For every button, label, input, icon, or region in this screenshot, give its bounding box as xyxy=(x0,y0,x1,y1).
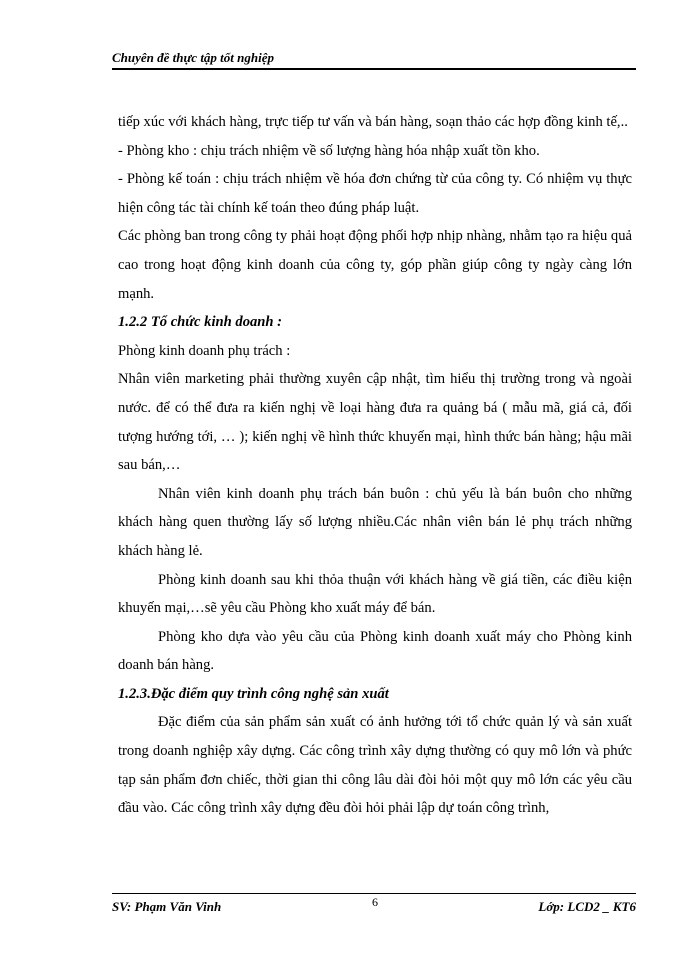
paragraph: Các phòng ban trong công ty phải hoạt động phối hợp nhịp nhàng, nhằm tạo ra hiệu quả cao trong hoạt động kinh doanh của công ty, góp phần giúp công ty ngày càng lớn mạnh. xyxy=(118,228,632,302)
paragraph: Phòng kinh doanh sau khi thỏa thuận với khách hàng về giá tiền, các điều kiện khuyến mại,…sẽ yêu cầu Phòng kho xuất máy để bán. xyxy=(118,571,632,617)
paragraph: Nhân viên marketing phải thường xuyên cập nhật, tìm hiểu thị trường trong và ngoài nước. để có thể đưa ra kiến nghị về loại hàng đưa ra quảng bá ( mẫu mã, giá cả, đối tượng hướng tới, … ); kiến nghị về hình thức khuyến mại, hình thức bán hàng; hậu mãi sau bán,… xyxy=(118,371,632,474)
section-heading: 1.2.2 Tổ chức kinh doanh : xyxy=(118,314,283,331)
page-header xyxy=(112,50,636,70)
paragraph: Phòng kinh doanh phụ trách : xyxy=(118,342,291,359)
paragraph: Nhân viên kinh doanh phụ trách bán buôn : chủ yếu là bán buôn cho những khách hàng quen thường lấy số lượng nhiều.Các nhân viên bán lẻ phụ trách những khách hàng lẻ. xyxy=(118,485,632,559)
page-number: 6 xyxy=(372,895,378,909)
page-footer xyxy=(112,893,636,918)
footer-class: Lớp: LCD2 _ KT6 xyxy=(538,899,636,914)
paragraph: tiếp xúc với khách hàng, trực tiếp tư vấn và bán hàng, soạn thảo các hợp đồng kinh tế,.. xyxy=(118,114,628,130)
header-title: Chuyên đề thực tập tốt nghiệp xyxy=(112,50,274,65)
footer-student: SV: Phạm Văn Vinh xyxy=(112,899,222,914)
paragraph: Phòng kho dựa vào yêu cầu của Phòng kinh doanh xuất máy cho Phòng kinh doanh bán hàng. xyxy=(118,628,632,674)
section-heading: 1.2.3.Đặc điểm quy trình công nghệ sản xuất xyxy=(118,685,389,702)
paragraph: - Phòng kế toán : chịu trách nhiệm về hóa đơn chứng từ của công ty. Có nhiệm vụ thực hiện công tác tài chính kế toán theo đúng pháp luật. xyxy=(118,171,632,216)
document-body xyxy=(118,108,632,823)
paragraph: - Phòng kho : chịu trách nhiệm về số lượng hàng hóa nhập xuất tồn kho. xyxy=(118,142,540,159)
paragraph: Đặc điểm của sản phẩm sản xuất có ảnh hưởng tới tổ chức quản lý và sản xuất trong doanh nghiệp xây dựng. Các công trình xây dựng thường có quy mô lớn và phức tạp sản phẩm đơn chiếc, thời gian thi công lâu dài đòi hỏi một quy mô lớn các yêu cầu đầu vào. Các công trình xây dựng đều đòi hỏi phải lập dự toán công trình, xyxy=(118,714,632,817)
